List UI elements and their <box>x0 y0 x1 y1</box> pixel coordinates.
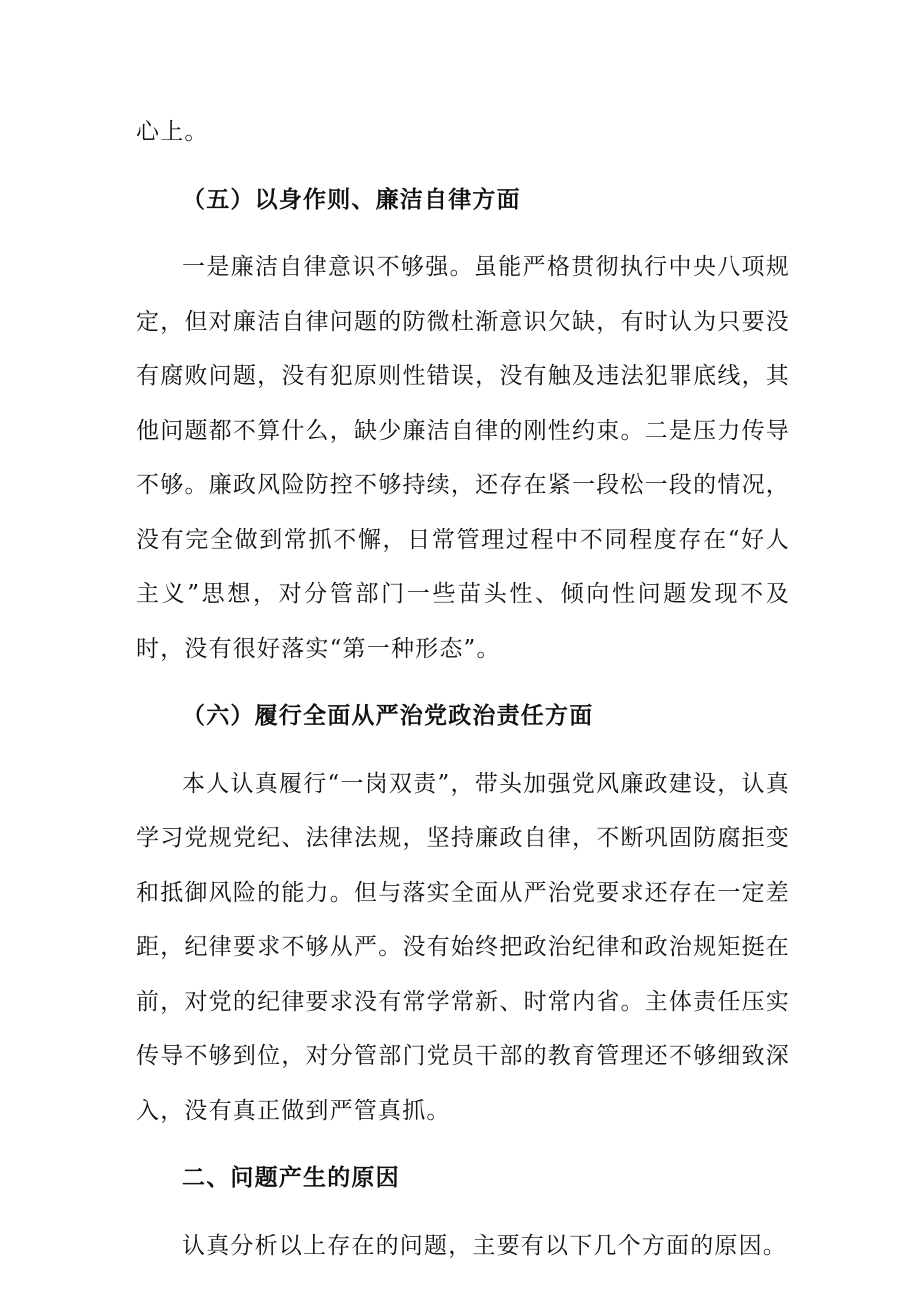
paragraph-integrity: 一是廉洁自律意识不够强。虽能严格贯彻执行中央八项规定，但对廉洁自律问题的防微杜渐意识欠缺，有时认为只要没有腐败问题，没有犯原则性错误，没有触及违法犯罪底线，其他问题都不算什么，缺少廉洁自律的刚性约束。二是压力传导不够。廉政风险防控不够持续，还存在紧一段松一段的情况，没有完全做到常抓不懈，日常管理过程中不同程度存在“好人主义”思想，对分管部门一些苗头性、倾向性问题发现不及时，没有很好落实“第一种形态”。 <box>136 254 790 662</box>
section-heading-5: （五）以身作则、廉洁自律方面 <box>182 186 521 213</box>
paragraph-causes-intro: 认真分析以上存在的问题，主要有以下几个方面的原因。 <box>182 1232 787 1259</box>
chapter-heading-2: 二、问题产生的原因 <box>182 1165 400 1191</box>
document-body <box>136 105 790 1273</box>
paragraph-continuation: 心上。 <box>136 119 209 145</box>
paragraph-party-responsibility: 本人认真履行“一岗双责”，带头加强党风廉政建设，认真学习党规党纪、法律法规，坚持廉政自律，不断巩固防腐拒变和抵御风险的能力。但与落实全面从严治党要求还存在一定差距，纪律要求不够从严。没有始终把政治纪律和政治规矩挺在前，对党的纪律要求没有常学常新、时常内省。主体责任压实传导不够到位，对分管部门党员干部的教育管理还不够细致深入，没有真正做到严管真抓。 <box>136 770 790 1124</box>
section-heading-6: （六）履行全面从严治党政治责任方面 <box>182 703 594 729</box>
